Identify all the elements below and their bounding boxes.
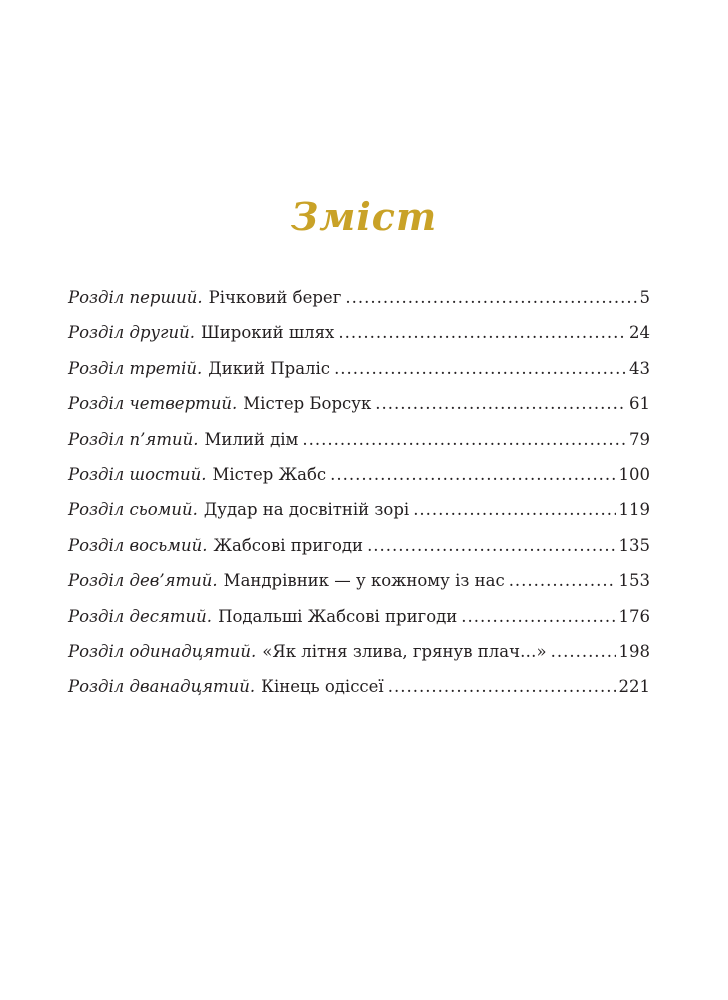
toc-page-number: 153 [618,571,650,591]
toc-chapter: Розділ одинадцятий. [68,641,257,661]
toc-name: Милий дім [204,429,299,449]
toc-entry [68,642,650,677]
toc-entry [68,359,650,394]
toc-chapter: Розділ п’ятий. [68,429,199,449]
toc-name: Широкий шлях [200,323,335,343]
toc-leader-dots [509,571,616,590]
toc-leader-dots [330,465,615,484]
toc-leader-dots [302,430,626,449]
toc-chapter: Розділ сьомий. [68,500,198,520]
toc-page-number: 198 [618,641,650,661]
toc-entry [68,465,650,500]
toc-name: «Як літня злива, грянув плач…» [262,641,547,661]
toc-page-number: 43 [629,358,650,378]
toc-chapter: Розділ другий. [68,323,195,343]
toc-title: Зміст [290,194,438,239]
toc-leader-dots [367,536,615,555]
toc-name: Річковий берег [208,288,342,307]
toc-page-number: 221 [618,677,650,697]
toc-leader-dots [338,323,626,342]
toc-chapter: Розділ третій. [68,358,203,378]
toc-page-number: 100 [618,464,650,484]
toc-name: Дудар на досвітній зорі [203,500,410,520]
toc-entry [68,536,650,571]
toc-entry [68,571,650,606]
toc-leader-dots [334,359,626,378]
toc-chapter: Розділ перший. [68,288,203,307]
toc-page-number: 61 [629,394,650,414]
toc-page-number: 5 [639,288,650,307]
toc-entry [68,607,650,642]
toc-leader-dots [375,394,626,413]
toc-entry [68,323,650,358]
toc-entry [68,500,650,535]
toc-leader-dots [388,677,616,696]
toc-name: Подальші Жабсові пригоди [218,606,458,626]
toc-page-number: 79 [629,429,650,449]
toc-chapter: Розділ дев’ятий. [68,571,218,591]
toc-name: Кінець одіссеї [261,677,384,697]
toc-page-number: 135 [618,535,650,555]
toc-page-number: 24 [629,323,650,343]
toc-chapter: Розділ четвертий. [68,394,238,414]
toc-chapter: Розділ восьмий. [68,535,208,555]
toc-name: Містер Жабс [212,464,327,484]
toc-entry [68,288,650,323]
toc-entry [68,677,650,712]
toc-name: Містер Борсук [243,394,372,414]
toc-leader-dots [461,607,615,626]
toc-list [68,288,650,713]
toc-entry [68,394,650,429]
toc-entry [68,430,650,465]
toc-page-number: 176 [618,606,650,626]
toc-name: Жабсові пригоди [213,535,364,555]
toc-chapter: Розділ десятий. [68,606,213,626]
toc-leader-dots [551,642,616,661]
toc-page-number: 119 [618,500,650,520]
toc-leader-dots [345,288,636,307]
toc-chapter: Розділ дванадцятий. [68,677,256,697]
toc-chapter: Розділ шостий. [68,464,207,484]
toc-leader-dots [413,500,615,519]
toc-name: Мандрівник — у кожному із нас [223,571,505,591]
toc-name: Дикий Праліс [208,358,331,378]
